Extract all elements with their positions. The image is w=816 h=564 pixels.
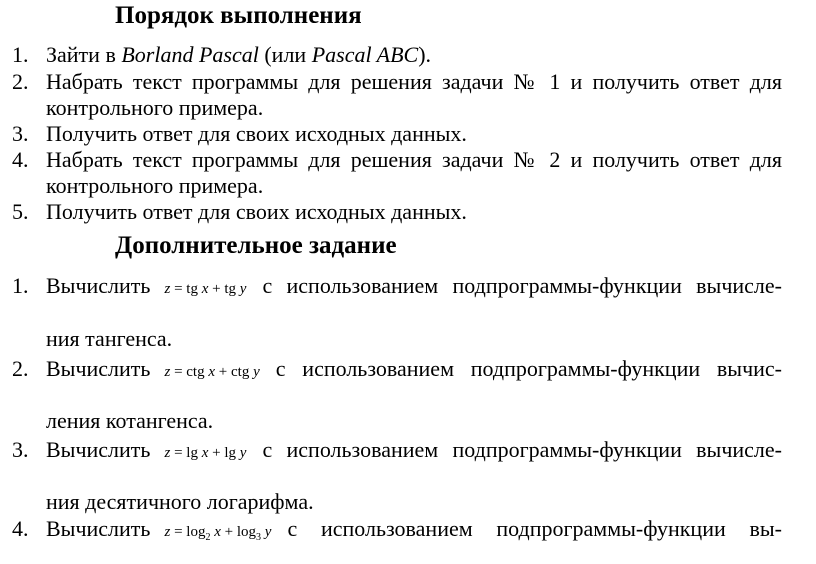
step-text: Набрать текст программы для решения задачи № 1 и получить ответ для — [46, 69, 782, 94]
task-3-continuation: ния десятичного логарифма. — [46, 489, 314, 514]
task-number: 2. — [12, 356, 29, 381]
task-text: с использованием подпрограммы-функции вычисле- — [262, 437, 782, 462]
task-1-continuation: ния тангенса. — [46, 326, 173, 351]
task-number: 4. — [12, 516, 29, 541]
task-number: 3. — [12, 437, 29, 462]
formula: z = ctg x + ctg y — [164, 364, 260, 380]
task-number: 1. — [12, 273, 29, 298]
task-1 — [12, 273, 782, 302]
step-emphasis: Pascal ABC — [311, 42, 419, 67]
heading-order: Порядок выполнения — [115, 2, 362, 29]
step-1 — [12, 42, 782, 68]
formula: $z = \log_2 x + \log_3 y$ — [164, 524, 272, 543]
task-lead: Вычислить — [46, 516, 151, 541]
task-text: с использованием подпрограммы-функции вычис- — [275, 356, 782, 381]
formula: z = lg x + lg y — [164, 445, 247, 461]
step-number: 3. — [12, 121, 29, 146]
step-text: ). — [418, 42, 432, 67]
step-2 — [12, 69, 782, 95]
step-4-continuation: контрольного примера. — [46, 173, 264, 198]
formula: z = tg x + tg y — [164, 281, 247, 297]
step-text: Получить ответ для своих исходных данных. — [46, 121, 467, 146]
step-text: Набрать текст программы для решения задачи № 2 и получить ответ для — [46, 147, 782, 172]
task-lead: Вычислить — [46, 273, 151, 298]
step-number: 1. — [12, 42, 29, 67]
step-text: (или — [258, 42, 312, 67]
step-5 — [12, 199, 782, 225]
step-2-continuation: контрольного примера. — [46, 95, 264, 120]
step-emphasis: Borland Pascal — [121, 42, 259, 67]
step-number: 4. — [12, 147, 29, 172]
step-text: Зайти в — [46, 42, 122, 67]
task-text: с использованием подпрограммы-функции вы- — [287, 516, 782, 541]
task-lead: Вычислить — [46, 437, 151, 462]
task-2-continuation: ления котангенса. — [46, 408, 214, 433]
task-text: с использованием подпрограммы-функции вычисле- — [262, 273, 782, 298]
step-3 — [12, 121, 782, 147]
heading-extra: Дополнительное задание — [115, 232, 397, 259]
task-lead: Вычислить — [46, 356, 151, 381]
task-3 — [12, 437, 782, 466]
task-4 — [12, 516, 782, 551]
step-number: 5. — [12, 199, 29, 224]
step-text: Получить ответ для своих исходных данных. — [46, 199, 467, 224]
step-number: 2. — [12, 69, 29, 94]
step-4 — [12, 147, 782, 173]
task-2 — [12, 356, 782, 385]
